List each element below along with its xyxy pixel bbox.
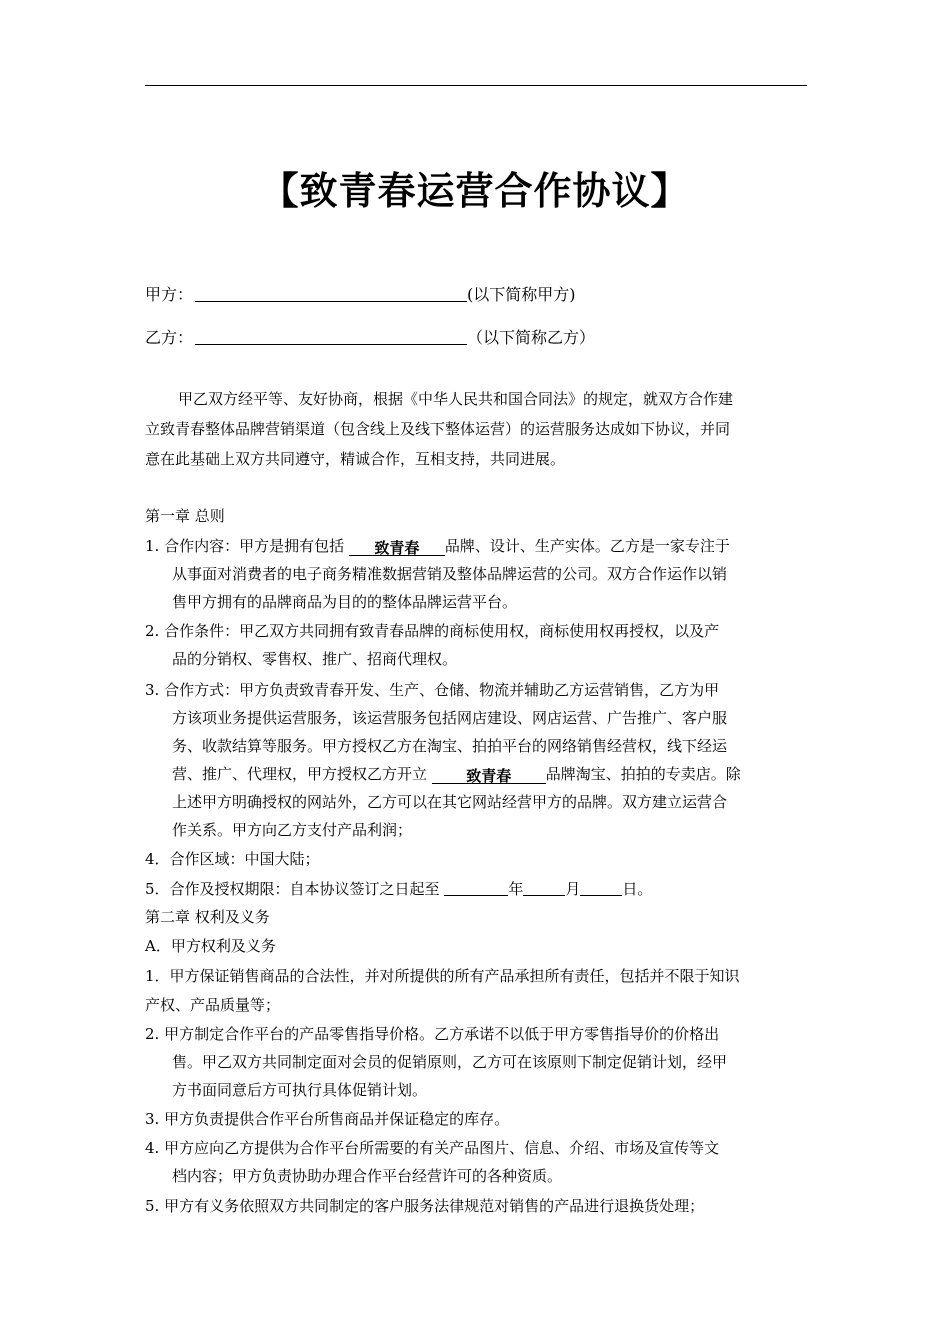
clause-1-4: 4．合作区域：中国大陆； <box>145 850 320 868</box>
party-a-suffix: (以下简称甲方) <box>467 285 576 304</box>
end-year-blank <box>444 877 508 896</box>
party-b-label: 乙方： <box>145 328 194 347</box>
brand-name-2: 致青春 <box>466 767 512 785</box>
clause-1-3-line-6: 作关系。甲方向乙方支付产品利润； <box>172 821 413 839</box>
party-b-line <box>145 325 595 348</box>
clause-2-2-line-1: 2. 甲方制定合作平台的产品零售指导价格。乙方承诺不以低于甲方零售指导价的价格出 <box>145 1025 720 1043</box>
clause-1-3-line-5: 上述甲方明确授权的网站外，乙方可以在其它网站经营甲方的品牌。双方建立运营合 <box>172 793 728 811</box>
clause-1-1-line-1: 1. 合作内容：甲方是拥有包括 致青春 品牌、设计、生产实体。乙方是一家专注于 <box>145 537 730 557</box>
party-b-suffix: （以下简称乙方） <box>467 328 596 347</box>
chapter-2-heading: 第二章 权利及义务 <box>145 908 270 926</box>
clause-1-2-line-2: 品的分销权、零售权、推广、招商代理权。 <box>172 650 458 668</box>
party-a-blank <box>195 283 467 302</box>
clause-1-3-line-4: 营、推广、代理权，甲方授权乙方开立 致青春 品牌淘宝、拍拍的专卖店。除 <box>172 765 741 785</box>
clause-1-3-line-2: 方该项业务提供运营服务，该运营服务包括网店建设、网店运营、广告推广、客户服 <box>172 709 728 727</box>
party-b-blank <box>195 326 467 345</box>
brand-name: 致青春 <box>374 539 420 557</box>
party-a-line <box>145 282 576 305</box>
document-title: 【致青春运营合作协议】 <box>260 169 690 213</box>
brand-blank <box>349 537 445 556</box>
section-a-heading: A．甲方权利及义务 <box>145 937 276 955</box>
clause-2-4-line-1: 4. 甲方应向乙方提供为合作平台所需要的有关产品图片、信息、介绍、市场及宣传等文 <box>145 1139 720 1157</box>
chapter-1-heading: 第一章 总则 <box>145 507 225 525</box>
clause-1-3-line-1: 3. 合作方式：甲方负责致青春开发、生产、仓储、物流并辅助乙方运营销售，乙方为甲 <box>145 681 720 699</box>
clause-1-3-line-3: 务、收款结算等服务。甲方授权乙方在淘宝、拍拍平台的网络销售经营权，线下经运 <box>172 737 728 755</box>
clause-2-1-line-2: 产权、产品质量等； <box>145 996 281 1014</box>
intro-line-1: 甲乙双方经平等、友好协商，根据《中华人民共和国合同法》的规定，就双方合作建 <box>178 390 734 408</box>
clause-1-5: 5．合作及授权期限：自本协议签订之日起至 年 月 日。 <box>145 877 652 899</box>
end-month-blank <box>523 877 565 896</box>
brand-blank-2 <box>432 765 546 784</box>
clause-2-3: 3. 甲方负责提供合作平台所售商品并保证稳定的库存。 <box>145 1110 510 1128</box>
party-a-label: 甲方： <box>145 285 194 304</box>
clause-2-5: 5. 甲方有义务依照双方共同制定的客户服务法律规范对销售的产品进行退换货处理； <box>145 1197 705 1215</box>
header-rule <box>145 85 807 86</box>
clause-1-1-line-2: 从事面对消费者的电子商务精准数据营销及整体品牌运营的公司。双方合作运作以销 <box>172 565 728 583</box>
clause-1-1-line-3: 售甲方拥有的品牌商品为目的的整体品牌运营平台。 <box>172 593 518 611</box>
clause-2-2-line-2: 售。甲乙双方共同制定面对会员的促销原则，乙方可在该原则下制定促销计划，经甲 <box>172 1053 728 1071</box>
clause-1-2-line-1: 2. 合作条件：甲乙双方共同拥有致青春品牌的商标使用权，商标使用权再授权，以及产 <box>145 622 720 640</box>
clause-2-2-line-3: 方书面同意后方可执行具体促销计划。 <box>172 1081 428 1099</box>
clause-2-4-line-2: 档内容；甲方负责协助办理合作平台经营许可的各种资质。 <box>172 1167 563 1185</box>
intro-line-2: 立致青春整体品牌营销渠道（包含线上及线下整体运营）的运营服务达成如下协议，并同 <box>145 420 731 438</box>
intro-line-3: 意在此基础上双方共同遵守，精诚合作，互相支持，共同进展。 <box>145 450 566 468</box>
end-day-blank <box>580 877 622 896</box>
clause-2-1-line-1: 1．甲方保证销售商品的合法性，并对所提供的所有产品承担所有责任，包括并不限于知识 <box>145 967 740 985</box>
